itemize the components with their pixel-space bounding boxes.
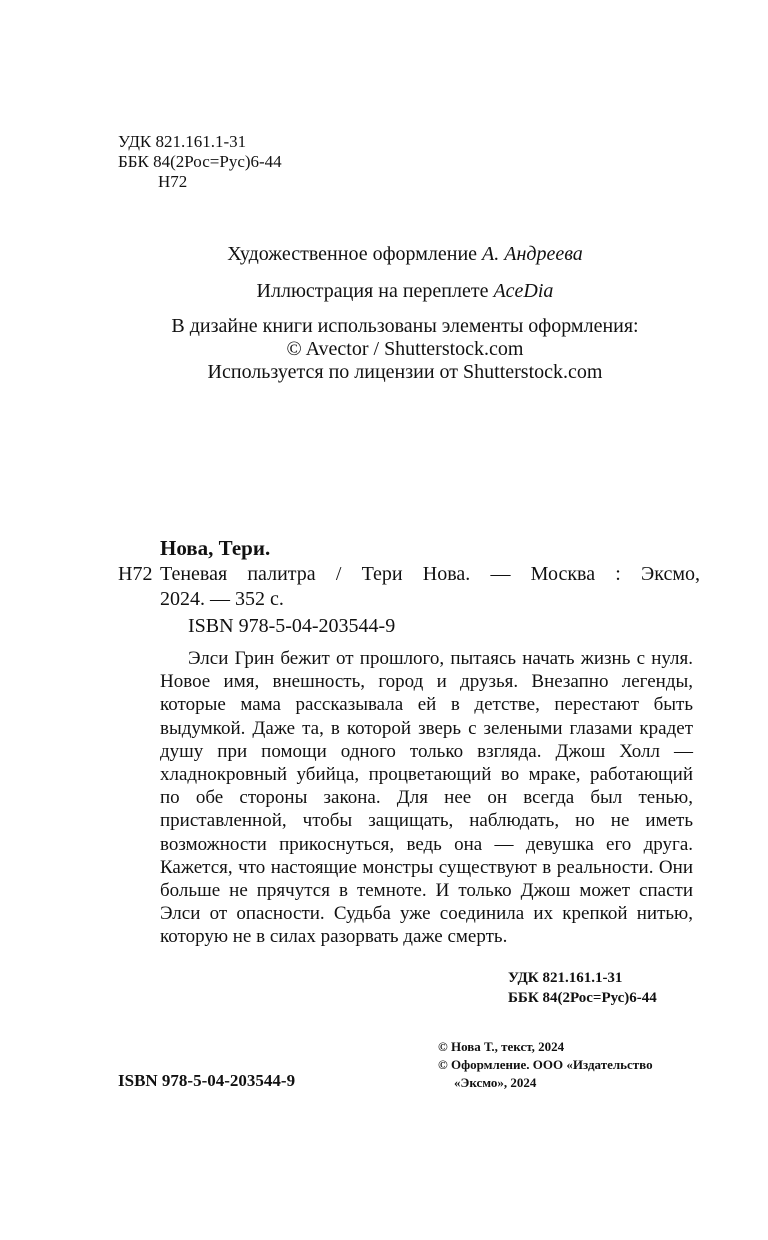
bibliography-record: [118, 562, 700, 612]
bibliography-title-line2: 2024. — 352 с.: [160, 588, 284, 610]
annotation-text: Элси Грин бежит от прошлого, пытаясь начать жизнь с нуля. Новое имя, внешность, город и друзья. Внезапно легенды, которые мама рассказывала ей в детстве, перестают быть выдумкой. Даже та, в которой зверь с зелеными глазами крадет душу при помощи одного только взгляда. Джош Холл — хладнокровный убийца, процветающий во мраке, работающий по обе стороны закона. Для нее он всегда был тенью, приставленной, чтобы защищать, наблюдать, но не иметь возможности прикоснуться, ведь она — девушка его друга. Кажется, что настоящие монстры существуют в реальности. Они больше не прячутся в темноте. И только Джош может спасти Элси от опасности. Судьба уже соединила их крепкой нитью, которую не в силах разорвать даже смерть.: [160, 648, 693, 948]
elements-credit: [0, 315, 768, 384]
bibliography-code: Н72: [118, 563, 153, 585]
illustration-credit: [0, 280, 768, 303]
copyright-block: [438, 1038, 653, 1092]
bibliography-author: Нова, Тери.: [160, 536, 271, 560]
bbk-code-bottom: ББК 84(2Рос=Рус)6-44: [508, 990, 657, 1006]
classification-codes-bottom: [508, 968, 657, 1008]
copyright-design-line1: © Оформление. ООО «Издательство: [438, 1057, 653, 1072]
copyright-text: © Нова Т., текст, 2024: [438, 1039, 565, 1054]
bibliography-isbn: ISBN 978-5-04-203544-9: [188, 615, 396, 637]
classification-codes-top: [118, 132, 282, 192]
design-credit: [0, 243, 768, 266]
elements-credit-line1: В дизайне книги использованы элементы оформления:: [171, 315, 639, 337]
copyright-design-line2: «Эксмо», 2024: [454, 1075, 537, 1090]
udk-code-bottom: УДК 821.161.1-31: [508, 970, 623, 986]
bbk-code: ББК 84(2Рос=Рус)6-44: [118, 152, 282, 171]
isbn-bottom: ISBN 978-5-04-203544-9: [118, 1071, 296, 1090]
udk-code: УДК 821.161.1-31: [118, 132, 247, 151]
design-credit-label: Художественное оформление: [227, 243, 478, 265]
elements-credit-line2: © Avector / Shutterstock.com: [286, 338, 524, 360]
design-credit-name: А. Андреева: [482, 243, 583, 265]
author-sign: Н72: [158, 172, 188, 191]
elements-credit-line3: Используется по лицензии от Shutterstock.com: [207, 361, 603, 383]
bibliography-title-line1: Теневая палитра / Тери Нова. — Москва : Эксмо,: [160, 563, 700, 585]
illustration-credit-name: AceDia: [493, 280, 554, 302]
illustration-credit-label: Иллюстрация на переплете: [256, 280, 489, 302]
